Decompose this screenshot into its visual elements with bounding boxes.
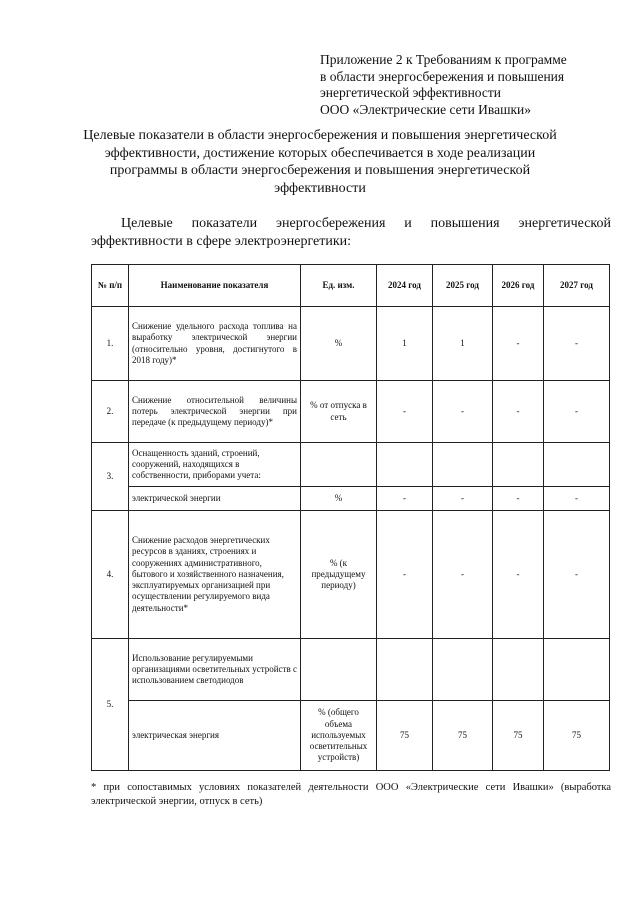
cell-sub-unit: % (общего объема используемых осветительных устройств) [301,701,377,771]
table-header-row [92,265,610,307]
table-row [92,443,610,487]
cell-2026: - [493,487,544,511]
cell-2025 [433,443,493,487]
table-subrow [92,701,610,771]
cell-name: Снижение расходов энергетических ресурсов в зданиях, строениях и сооружениях административного, бытового и хозяйственного назначения, эксплуатируемых организацией при осуществлении регулируемого вида деятельности* [129,511,301,639]
cell-sub-unit: % [301,487,377,511]
table-row [92,639,610,701]
cell-2027 [544,639,610,701]
cell-2025 [433,639,493,701]
header-2024: 2024 год [377,265,433,307]
cell-2027: - [544,307,610,381]
cell-num: 1. [92,307,129,381]
cell-2027: - [544,381,610,443]
header-unit: Ед. изм. [301,265,377,307]
cell-sub-name: электрическая энергия [129,701,301,771]
table-row [92,511,610,639]
table-row [92,381,610,443]
cell-2024: - [377,511,433,639]
cell-num: 2. [92,381,129,443]
cell-num: 3. [92,443,129,511]
cell-2026 [493,639,544,701]
cell-2025: 1 [433,307,493,381]
cell-2026: - [493,307,544,381]
header-2025: 2025 год [433,265,493,307]
header-name: Наименование показателя [129,265,301,307]
cell-2025: 75 [433,701,493,771]
cell-unit [301,639,377,701]
cell-num: 5. [92,639,129,771]
cell-2027: 75 [544,701,610,771]
footnote: * при сопоставимых условиях показателей деятельности ООО «Электрические сети Ивашки» (выработка электрической энергии, отпуск в сеть) [91,782,611,807]
cell-2024: - [377,381,433,443]
header-2026: 2026 год [493,265,544,307]
cell-unit [301,443,377,487]
subtitle-line-2: эффективности в сфере электроэнергетики: [91,234,352,249]
appendix-header [320,52,620,118]
cell-2026 [493,443,544,487]
cell-2025: - [433,511,493,639]
cell-2027: - [544,511,610,639]
cell-unit: % (к предыдущему периоду) [301,511,377,639]
cell-2025: - [433,487,493,511]
cell-2026: 75 [493,701,544,771]
appendix-line: в области энергосбережения и повышения [320,68,565,84]
indicators-table [91,264,610,771]
cell-2026: - [493,381,544,443]
cell-2024 [377,443,433,487]
cell-2024: 75 [377,701,433,771]
cell-unit: % [301,307,377,381]
cell-2025: - [433,381,493,443]
header-2027: 2027 год [544,265,610,307]
cell-2026: - [493,511,544,639]
table-subrow [92,487,610,511]
cell-name: Снижение удельного расхода топлива на выработку электрической энергии (относительно уровня, достигнутого в 2018 году)* [129,307,301,381]
cell-sub-name: электрической энергии [129,487,301,511]
appendix-line: энергетической эффективности [320,85,501,100]
cell-num: 4. [92,511,129,639]
appendix-line: Приложение 2 к Требованиям к программе [320,52,567,67]
cell-2024 [377,639,433,701]
appendix-line: ООО «Электрические сети Ивашки» [320,101,532,117]
document-title: Целевые показатели в области энергосбережения и повышения энергетической эффективности, достижение которых обеспечивается в ходе реализации программы в области энергосбережения и повышения энергетической эффективности [83,128,557,196]
cell-2024: - [377,487,433,511]
table-row [92,307,610,381]
cell-name: Использование регулируемыми организациями осветительных устройств с использованием светодиодов [129,639,301,701]
subtitle-line-1: Целевые показатели энергосбережения и повышения энергетической [121,216,611,231]
cell-name: Оснащенность зданий, строений, сооружений, находящихся в собственности, приборами учета: [129,443,301,487]
section-subtitle [91,215,611,251]
cell-2027 [544,443,610,487]
cell-unit: % от отпуска в сеть [301,381,377,443]
header-num: № п/п [92,265,129,307]
cell-2027: - [544,487,610,511]
cell-name: Снижение относительной величины потерь электрической энергии при передаче (к предыдущему периоду)* [129,381,301,443]
cell-2024: 1 [377,307,433,381]
